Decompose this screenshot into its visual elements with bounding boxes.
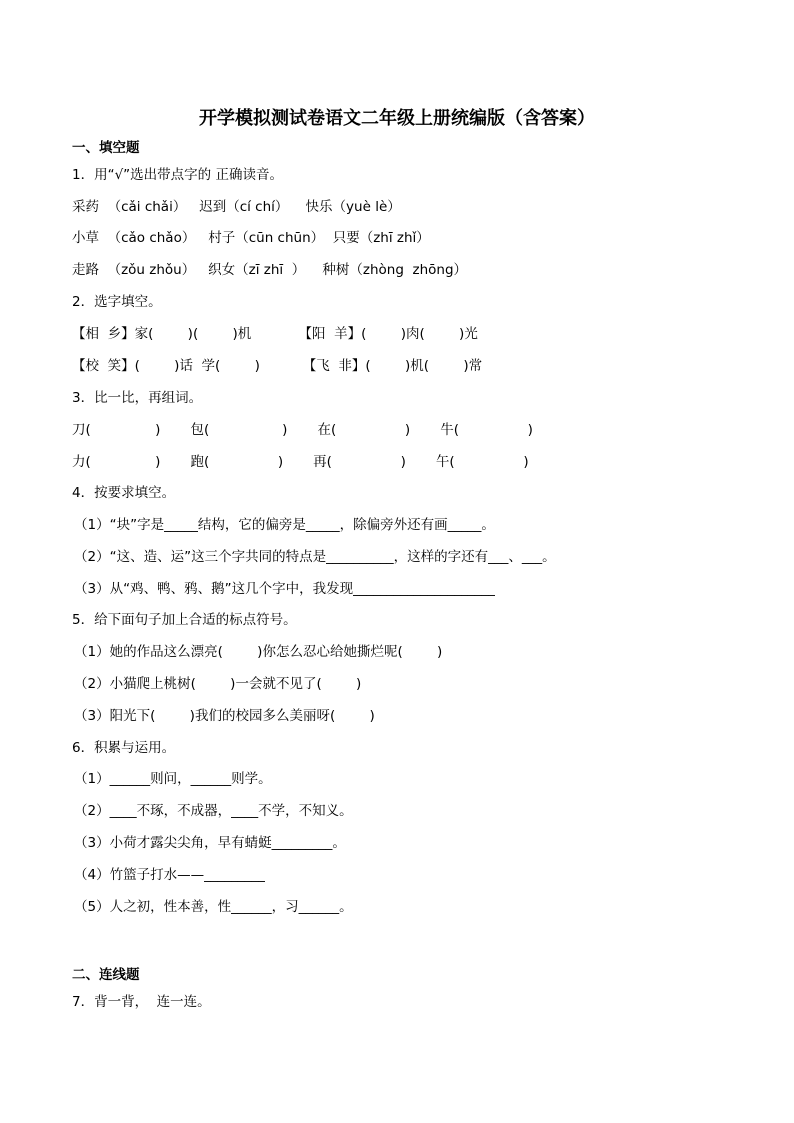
question-1-row-1: 采药 （cǎi chǎi） 迟到（cí chí） 快乐（yuè lè） [72, 199, 401, 215]
question-4-stem: 4．按要求填空。 [72, 485, 176, 501]
section-heading-fill-blank: 一、填空题 [72, 140, 140, 156]
question-1-stem: 1．用“√”选出带点字的 正确读音。 [72, 167, 283, 183]
question-1-row-2: 小草 （cǎo chǎo） 村子（cūn chūn） 只要（zhī zhǐ） [72, 230, 430, 246]
question-5-stem: 5．给下面句子加上合适的标点符号。 [72, 612, 297, 628]
question-6-item-2: （2）____不琢，不成器，____不学，不知义。 [74, 803, 353, 819]
question-3-row-2: 力( ) 跑( ) 再( ) 午( ) [72, 454, 529, 470]
question-4-item-3: （3）从“鸡、鸭、鸦、鹅”这几个字中，我发现_____________________ [74, 581, 495, 597]
document-title: 开学模拟测试卷语文二年级上册统编版（含答案） [199, 108, 595, 129]
question-6-item-5: （5）人之初，性本善，性______，习______。 [74, 899, 353, 915]
question-7-stem: 7．背一背， 连一连。 [72, 994, 211, 1010]
section-heading-matching: 二、连线题 [72, 967, 140, 983]
question-2-stem: 2．选字填空。 [72, 294, 162, 310]
question-3-row-1: 刀( ) 包( ) 在( ) 牛( ) [72, 422, 533, 438]
question-1-row-3: 走路 （zǒu zhǒu） 织女（zī zhī ） 种树（zhòng zhōng） [72, 262, 468, 278]
question-5-item-1: （1）她的作品这么漂亮( )你怎么忍心给她撕烂呢( ) [74, 644, 443, 660]
question-2-row-1: 【相 乡】家( )( )机 【阳 羊】( )肉( )光 [72, 326, 478, 342]
question-6-item-1: （1）______则问，______则学。 [74, 771, 272, 787]
question-4-item-2: （2）“这、造、运”这三个字共同的特点是__________，这样的字还有___、___。 [74, 549, 556, 565]
question-6-item-3: （3）小荷才露尖尖角，早有蜻蜓_________。 [74, 835, 346, 851]
question-6-item-4: （4）竹篮子打水——_________ [74, 867, 265, 883]
question-5-item-2: （2）小猫爬上桃树( )一会就不见了( ) [74, 676, 362, 692]
question-5-item-3: （3）阳光下( )我们的校园多么美丽呀( ) [74, 708, 375, 724]
question-2-row-2: 【校 笑】( )话 学( ) 【飞 非】( )机( )常 [72, 358, 483, 374]
question-4-item-1: （1）“块”字是_____结构，它的偏旁是_____，除偏旁外还有画_____。 [74, 517, 495, 533]
question-6-stem: 6．积累与运用。 [72, 740, 176, 756]
question-3-stem: 3．比一比，再组词。 [72, 390, 203, 406]
